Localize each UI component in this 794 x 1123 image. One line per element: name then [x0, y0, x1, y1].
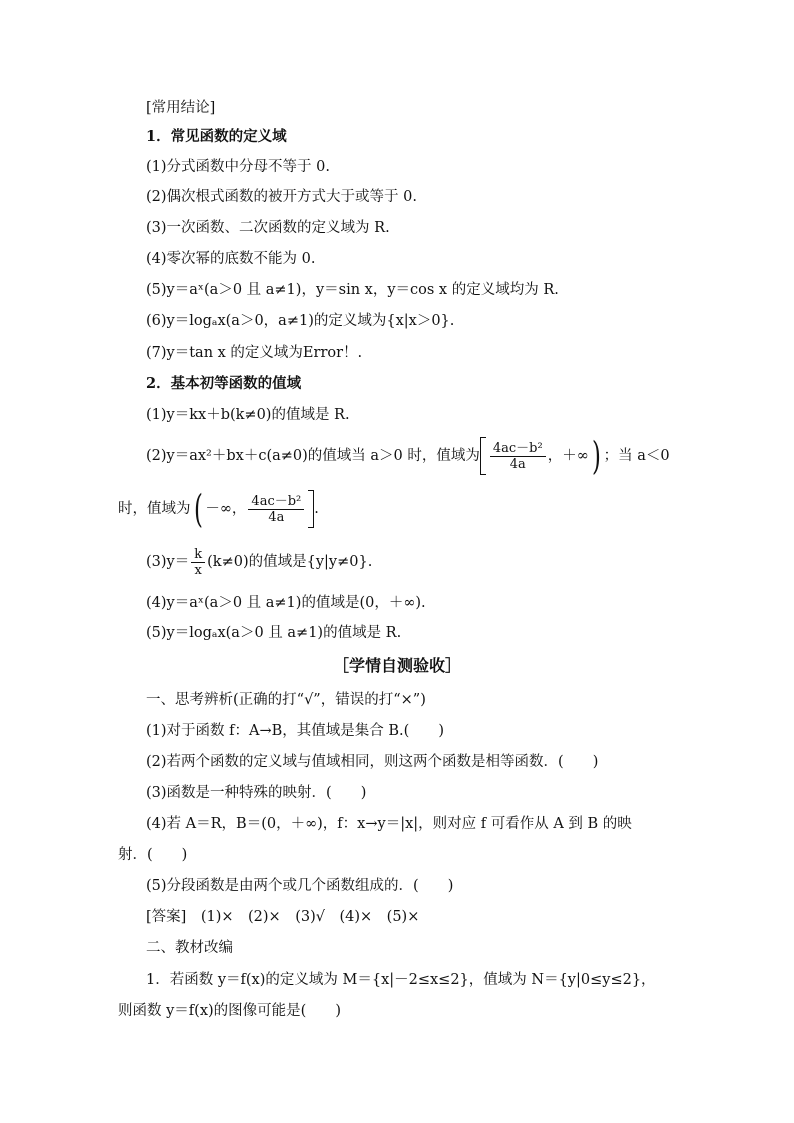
s2-item-3-tail: (k≠0)的值域是{y|y≠0}.: [207, 554, 373, 570]
s2-item-2b-interval-start: －∞，: [205, 501, 247, 517]
s1-item-4: (4)零次幂的底数不能为 0.: [146, 251, 316, 267]
fraction-k-over-x: [191, 547, 205, 578]
fraction-denominator: 4a: [509, 456, 526, 472]
s1-item-5: (5)y＝aˣ(a＞0 且 a≠1)，y＝sin x，y＝cos x 的定义域均为 R.: [146, 282, 559, 298]
s2-item-5: (5)y＝logₐx(a＞0 且 a≠1)的值域是 R.: [146, 625, 402, 641]
s2-item-2b: [118, 489, 319, 529]
part2-question-1: 1．若函数 y＝f(x)的定义域为 M＝{x|－2≤x≤2}，值域为 N＝{y|0≤y≤2}，: [146, 972, 656, 988]
s1-item-2: (2)偶次根式函数的被开方式大于或等于 0.: [146, 189, 417, 205]
s2-item-2-interval-end: ，＋∞: [547, 448, 589, 464]
s2-item-2b-text: 时，值域为: [118, 501, 191, 517]
s1-item-6: (6)y＝logₐx(a＞0，a≠1)的定义域为{x|x＞0}.: [146, 313, 455, 329]
part1-question-4: (4)若 A＝R，B＝(0，＋∞)，f：x→y＝|x|，则对应 f 可看作从 A 到 B 的映: [146, 816, 632, 832]
s2-item-3-text: (3)y＝: [146, 554, 190, 570]
s1-item-7: (7)y＝tan x 的定义域为Error！.: [146, 345, 363, 361]
section-banner-self-test: ［学情自测验收］: [332, 656, 461, 675]
part1-question-4-cont: 射．( ): [118, 847, 188, 863]
fraction-4ac-b2-over-4a: [490, 441, 546, 472]
s2-item-1: (1)y＝kx＋b(k≠0)的值域是 R.: [146, 407, 350, 423]
fraction-numerator: k: [191, 547, 205, 563]
part1-question-5: (5)分段函数是由两个或几个函数组成的．( ): [146, 878, 454, 894]
s2-item-2b-tail: .: [314, 501, 319, 517]
fraction-numerator: 4ac－b²: [248, 494, 304, 510]
left-square-bracket: [480, 437, 486, 475]
part1-question-2: (2)若两个函数的定义域与值域相同，则这两个函数是相等函数．( ): [146, 754, 599, 770]
s1-item-1: (1)分式函数中分母不等于 0.: [146, 159, 330, 175]
left-paren: (: [193, 487, 203, 531]
part1-title: 一、思考辨析(正确的打“√”，错误的打“×”): [146, 692, 426, 708]
s1-title: 1．常见函数的定义域: [146, 128, 287, 145]
s1-item-3: (3)一次函数、二次函数的定义域为 R.: [146, 220, 390, 236]
s2-item-2-tail: ；当 a＜0: [603, 448, 670, 464]
section-title-common-conclusions: [常用结论]: [146, 100, 216, 116]
s2-item-2: [146, 436, 670, 476]
s2-title: 2．基本初等函数的值域: [146, 375, 302, 392]
fraction-denominator: x: [194, 562, 202, 578]
part1-answer: [答案] (1)× (2)× (3)√ (4)× (5)×: [146, 909, 420, 925]
s2-item-2-text: (2)y＝ax²＋bx＋c(a≠0)的值域当 a＞0 时，值域为: [146, 448, 480, 464]
s2-item-4: (4)y＝aˣ(a＞0 且 a≠1)的值域是(0，＋∞).: [146, 595, 426, 611]
fraction-numerator: 4ac－b²: [490, 441, 546, 457]
part2-question-1-cont: 则函数 y＝f(x)的图像可能是( ): [118, 1003, 341, 1019]
part1-question-3: (3)函数是一种特殊的映射．( ): [146, 785, 367, 801]
s2-item-3: [146, 544, 372, 580]
fraction-denominator: 4a: [268, 509, 285, 525]
right-paren: ): [591, 434, 601, 478]
fraction-4ac-b2-over-4a-2: [248, 494, 304, 525]
part2-title: 二、教材改编: [146, 940, 233, 956]
part1-question-1: (1)对于函数 f：A→B，其值域是集合 B.( ): [146, 723, 444, 739]
